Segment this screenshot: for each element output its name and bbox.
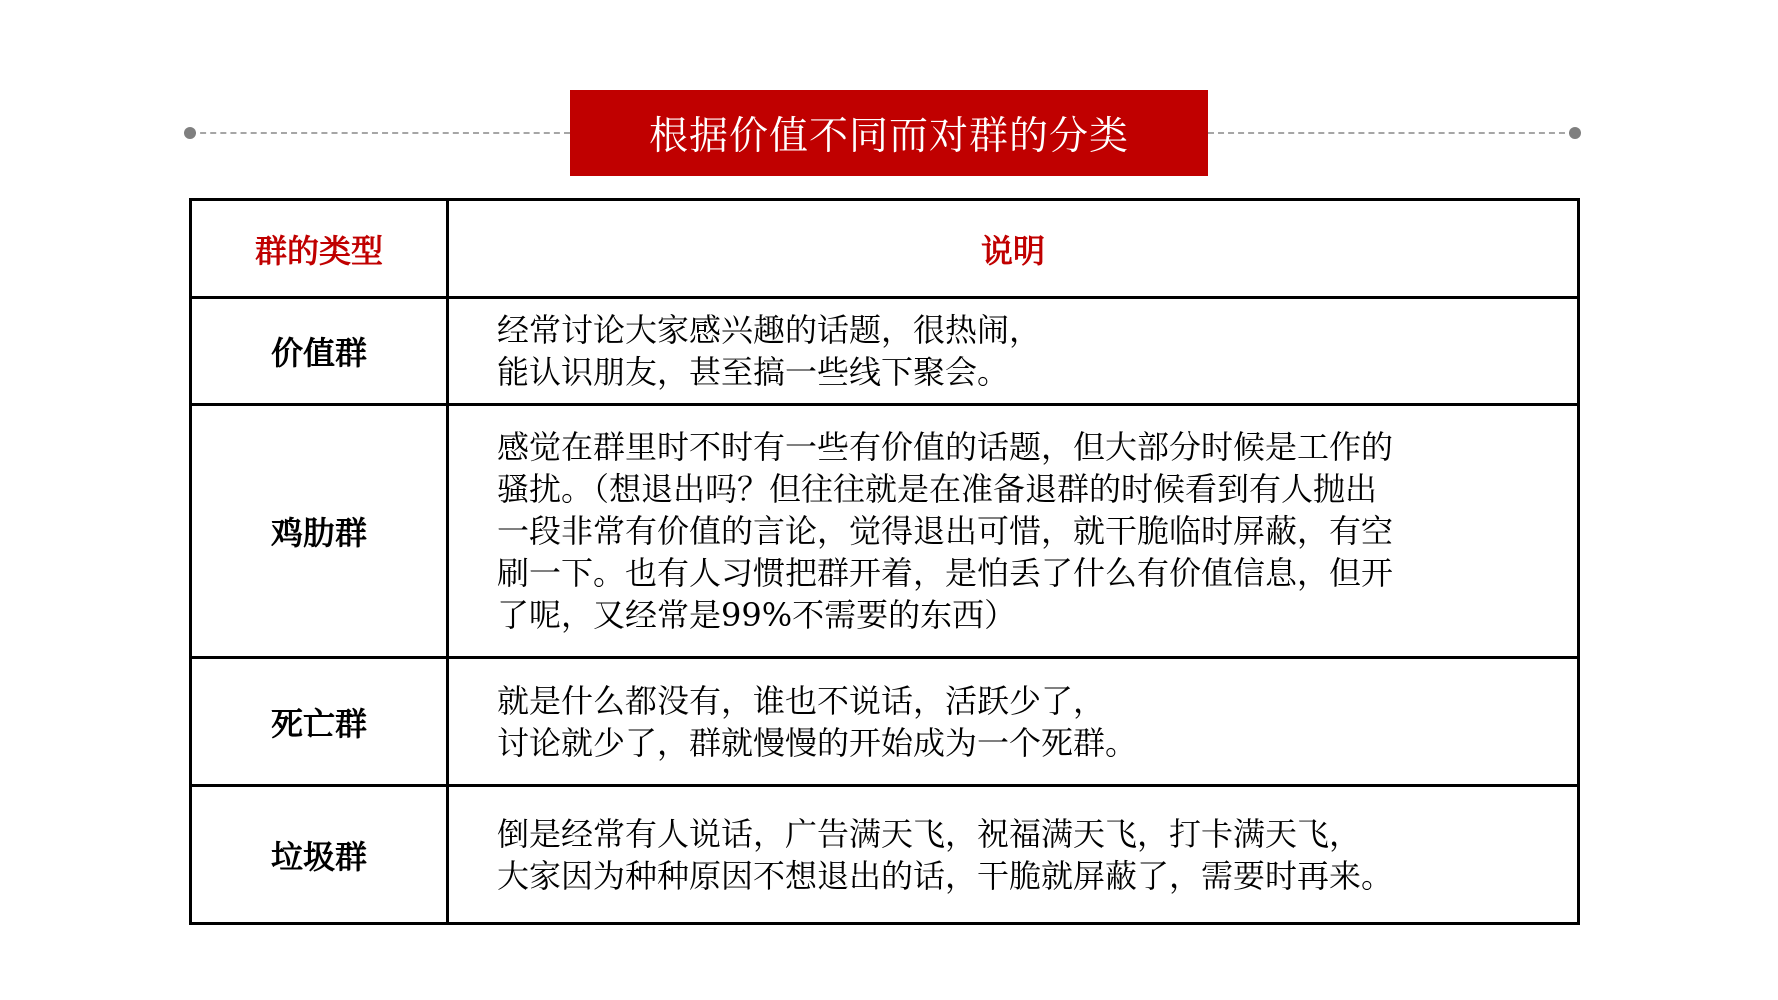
header-group-type: 群的类型	[191, 200, 448, 298]
group-description	[448, 786, 1579, 924]
group-type-chicken-rib: 鸡肋群	[191, 405, 448, 658]
table-row	[191, 298, 1579, 405]
table-header-row	[191, 200, 1579, 298]
description-line: 就是什么都没有，谁也不说话，活跃少了，	[497, 681, 1106, 720]
title-divider-right-dot	[1569, 127, 1581, 139]
group-description	[448, 405, 1579, 658]
description-line: 骚扰。（想退出吗？但往往就是在准备退群的时候看到有人抛出	[497, 470, 1378, 508]
title-divider-right	[1208, 132, 1575, 134]
table-row	[191, 658, 1579, 786]
description-line: 大家因为种种原因不想退出的话，干脆就屏蔽了，需要时再来。	[497, 856, 1394, 895]
description-line: 讨论就少了，群就慢慢的开始成为一个死群。	[497, 723, 1138, 762]
description-line: 倒是经常有人说话，广告满天飞，祝福满天飞，打卡满天飞，	[497, 814, 1362, 853]
group-type-value: 价值群	[191, 298, 448, 405]
page-title: 根据价值不同而对群的分类	[648, 114, 1129, 159]
description-line: 经常讨论大家感兴趣的话题，很热闹，	[497, 311, 1042, 349]
description-line: 能认识朋友，甚至搞一些线下聚会。	[497, 353, 1010, 391]
description-line: 了呢，又经常是99%不需要的东西）	[497, 596, 1017, 634]
table-row	[191, 786, 1579, 924]
title-divider-left-dot	[184, 127, 196, 139]
group-type-junk: 垃圾群	[191, 786, 448, 924]
header-description: 说明	[448, 200, 1579, 298]
group-classification-table	[189, 198, 1580, 925]
group-description	[448, 298, 1579, 405]
description-line: 刷一下。也有人习惯把群开着，是怕丢了什么有价值信息，但开	[497, 554, 1394, 592]
description-line: 感觉在群里时不时有一些有价值的话题，但大部分时候是工作的	[497, 428, 1394, 466]
description-line: 一段非常有价值的言论，觉得退出可惜，就干脆临时屏蔽，有空	[497, 512, 1394, 550]
group-description	[448, 658, 1579, 786]
table-row	[191, 405, 1579, 658]
title-banner	[570, 90, 1208, 176]
title-divider-left	[190, 132, 570, 134]
group-type-dead: 死亡群	[191, 658, 448, 786]
